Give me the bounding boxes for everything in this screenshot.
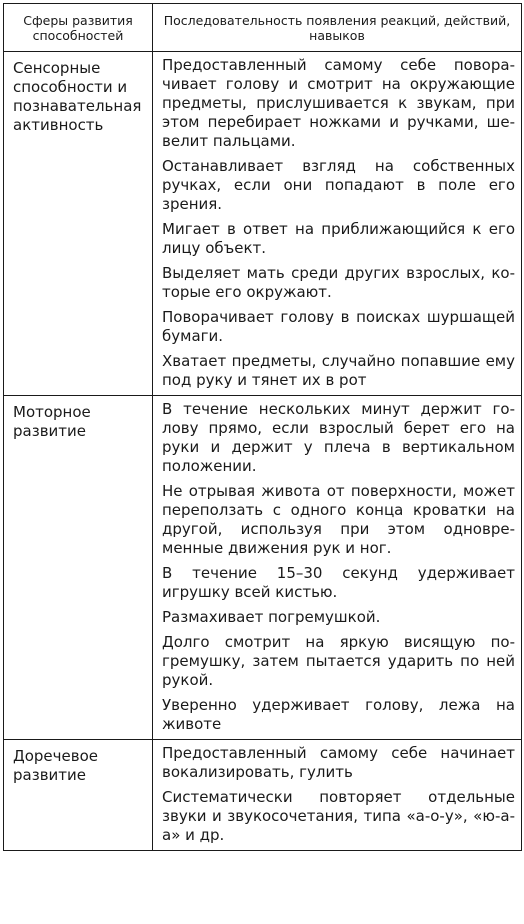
sphere-cell: Доречевое развитие — [4, 740, 153, 851]
milestone-item: Хватает предметы, случайно попавшие ему под руку и тянет их в рот — [162, 352, 515, 389]
milestone-item: Предоставленный самому себе поворачивает голову и смотрит на окружающие предметы, прислушивается к звукам, при этом перебирает ножками и ручками, шевелит пальцами. — [162, 56, 515, 150]
milestone-item: Предоставленный самому себе начинает вокализировать, гулить — [162, 744, 515, 781]
sequence-cell — [153, 740, 522, 851]
milestone-item: В течение 15–30 секунд удерживает игрушку всей кистью. — [162, 564, 515, 601]
header-sequence: Последовательность появления реакций, действий, навыков — [153, 4, 522, 52]
milestone-item: Мигает в ответ на приближающийся к его лицу объект. — [162, 220, 515, 257]
sequence-cell — [153, 396, 522, 740]
sequence-cell — [153, 52, 522, 396]
table-body — [4, 52, 522, 851]
table-row — [4, 740, 522, 851]
sphere-cell: Моторное развитие — [4, 396, 153, 740]
milestone-item: Поворачивает голову в поисках шуршащей бумаги. — [162, 308, 515, 345]
milestone-item: Останавливает взгляд на собственных ручках, если они попадают в поле его зрения. — [162, 157, 515, 213]
milestone-item: В течение нескольких минут держит голову прямо, если взрослый берет его на руки и держит у плеча в вертикальном положении. — [162, 400, 515, 475]
table-row — [4, 52, 522, 396]
table-row — [4, 396, 522, 740]
milestone-item: Систематически повторяет отдельные звуки и звукосочетания, типа «а-о-у», «ю-а-а» и др. — [162, 788, 515, 844]
header-row — [4, 4, 522, 52]
milestone-item: Долго смотрит на яркую висящую погремушку, затем пытается ударить по ней рукой. — [162, 633, 515, 689]
milestone-item: Не отрывая живота от поверхности, может переползать с одного конца кроватки на другой, используя при этом одновременные движения рук и ног. — [162, 482, 515, 557]
sphere-cell: Сенсорные способности и познавательная активность — [4, 52, 153, 396]
development-table — [3, 3, 522, 851]
header-sphere: Сферы развития способностей — [4, 4, 153, 52]
milestone-item: Выделяет мать среди других взрослых, которые его окружают. — [162, 264, 515, 301]
milestone-item: Уверенно удерживает голову, лежа на животе — [162, 696, 515, 733]
milestone-item: Размахивает погремушкой. — [162, 608, 381, 626]
